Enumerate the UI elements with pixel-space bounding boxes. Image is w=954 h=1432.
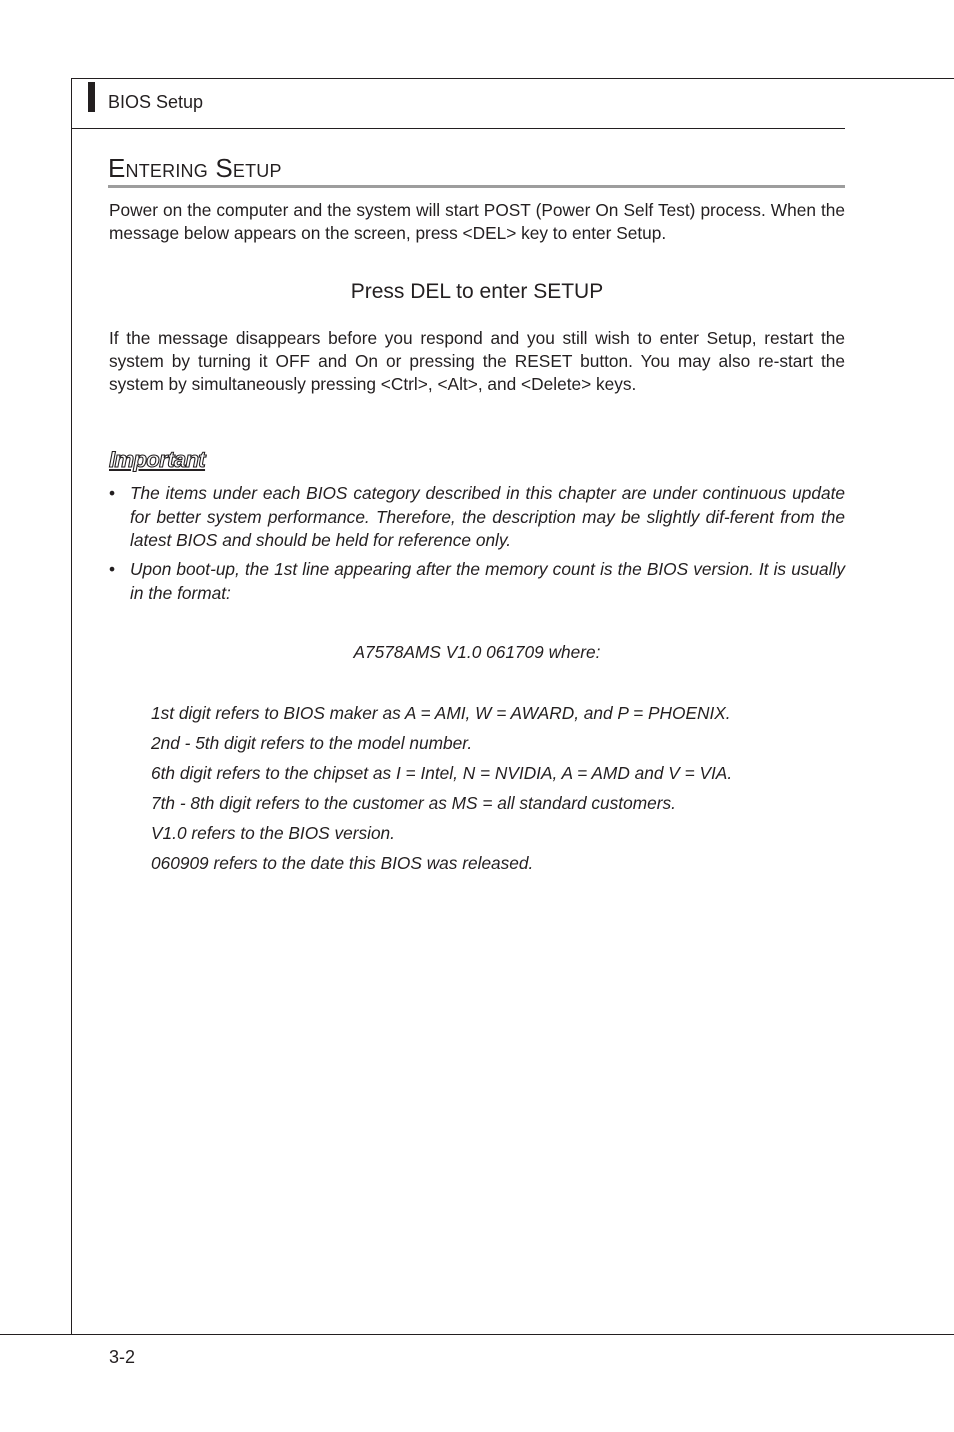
- important-heading: Important: [109, 447, 206, 472]
- setup-prompt: Press DEL to enter SETUP: [350, 280, 604, 303]
- bios-version-format: A7578AMS V1.0 061709 where:: [353, 642, 601, 662]
- running-header: BIOS Setup: [108, 92, 204, 112]
- page-frame-left-rule: [71, 78, 72, 1335]
- section-title: Entering Setup: [108, 153, 282, 183]
- header-marker-bar: [88, 82, 95, 112]
- important-item-text: The items under each BIOS category described in this chapter are under continuous update for better system performance. Therefore, the description may be slightly dif-ferent from the latest BIOS and should be held for reference only.: [130, 483, 845, 550]
- digit-explanation: 1st digit refers to BIOS maker as A = AMI, W = AWARD, and P = PHOENIX.: [151, 703, 731, 723]
- important-item-text: Upon boot-up, the 1st line appearing after the memory count is the BIOS version. It is usually in the format:: [130, 559, 845, 603]
- restart-paragraph: If the message disappears before you respond and you still wish to enter Setup, restart the system by turning it OFF and On or pressing the RESET button. You may also re-start the system by simultaneously pressing <Ctrl>, <Alt>, and <Delete> keys.: [109, 328, 845, 394]
- bullet-icon: •: [109, 483, 116, 503]
- digit-explanation: 2nd - 5th digit refers to the model number.: [151, 733, 473, 753]
- bullet-icon: •: [109, 559, 116, 579]
- important-item: [109, 482, 845, 553]
- digit-explanation: 7th - 8th digit refers to the customer as MS = all standard customers.: [151, 793, 676, 813]
- digit-explanation: 060909 refers to the date this BIOS was released.: [151, 853, 534, 873]
- digit-explanation: V1.0 refers to the BIOS version.: [151, 823, 395, 843]
- intro-paragraph: Power on the computer and the system will start POST (Power On Self Test) process. When the message below appears on the screen, press <DEL> key to enter Setup.: [109, 200, 845, 243]
- header-divider: [71, 128, 845, 129]
- page-frame-bottom-rule: [0, 1334, 954, 1335]
- page-frame-top-rule: [71, 78, 954, 79]
- digit-explanation: 6th digit refers to the chipset as I = Intel, N = NVIDIA, A = AMD and V = VIA.: [151, 763, 733, 783]
- important-item: [109, 558, 845, 605]
- section-title-underline: [108, 185, 845, 188]
- page-number: 3-2: [109, 1347, 136, 1367]
